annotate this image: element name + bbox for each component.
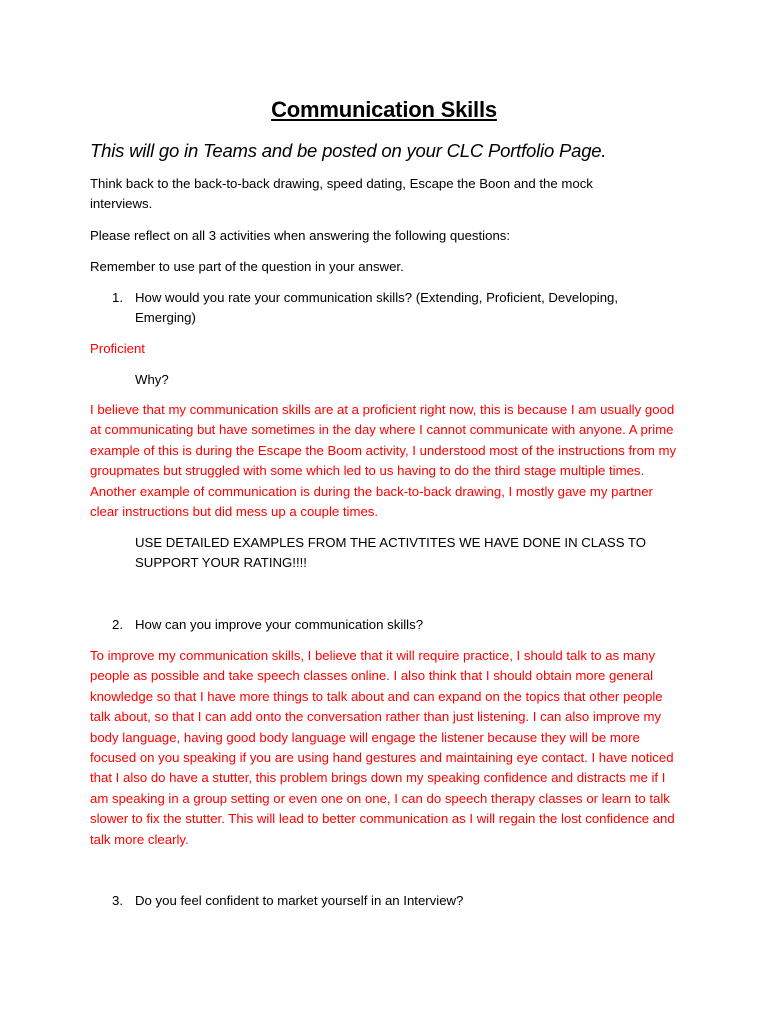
intro-instruction: Please reflect on all 3 activities when answering the following questions:: [90, 228, 511, 243]
intro-reminder: Remember to use part of the question in your answer.: [90, 259, 404, 274]
page-title: Communication Skills: [271, 97, 497, 122]
question-2-text: How can you improve your communication skills?: [135, 617, 424, 632]
question-3-number: 3.: [112, 893, 123, 908]
question-1-number: 1.: [112, 290, 123, 305]
question-1-text: How would you rate your communication skills? (Extending, Proficient, Developing, Emerging): [135, 290, 619, 326]
question-3-text: Do you feel confident to market yourself in an Interview?: [135, 893, 464, 908]
question-1-answer: I believe that my communication skills are at a proficient right now, this is because I am usually good at communicating but have sometimes in the day where I cannot communicate with anyone. A prime example of this is during the Escape the Boom activity, I understood most of the instructions from my groupmates but struggled with some which led to us having to do the third stage multiple times. Another example of communication is during the back-to-back drawing, I mostly gave my partner clear instructions but did mess up a couple times.: [90, 402, 677, 520]
question-2-number: 2.: [112, 617, 123, 632]
page-subtitle: This will go in Teams and be posted on your CLC Portfolio Page.: [90, 140, 607, 161]
intro-paragraph: Think back to the back-to-back drawing, speed dating, Escape the Boon and the mock interviews.: [90, 176, 593, 212]
question-2-answer: To improve my communication skills, I believe that it will require practice, I should talk to as many people as possible and take speech classes online. I also think that I should obtain more general knowledge so that I have more things to talk about and can expand on the topics that other people talk about, so that I can add onto the conversation rather than just listening. I can also improve my body language, having good body language will engage the listener because they will be more focused on you speaking if you are using hand gestures and maintaining eye contact. I have noticed that I also do have a stutter, this problem brings down my speaking confidence and distracts me if I am speaking in a group setting or even one on one, I can do speech therapy classes or learn to talk slower to fix the stutter. This will lead to better communication as I will regain the lost confidence and talk more clearly.: [90, 648, 675, 847]
question-1-why: Why?: [135, 372, 169, 387]
question-1-instruction: USE DETAILED EXAMPLES FROM THE ACTIVTITES WE HAVE DONE IN CLASS TO SUPPORT YOUR RATING!!!!: [135, 535, 646, 571]
question-1-rating: Proficient: [90, 341, 145, 356]
